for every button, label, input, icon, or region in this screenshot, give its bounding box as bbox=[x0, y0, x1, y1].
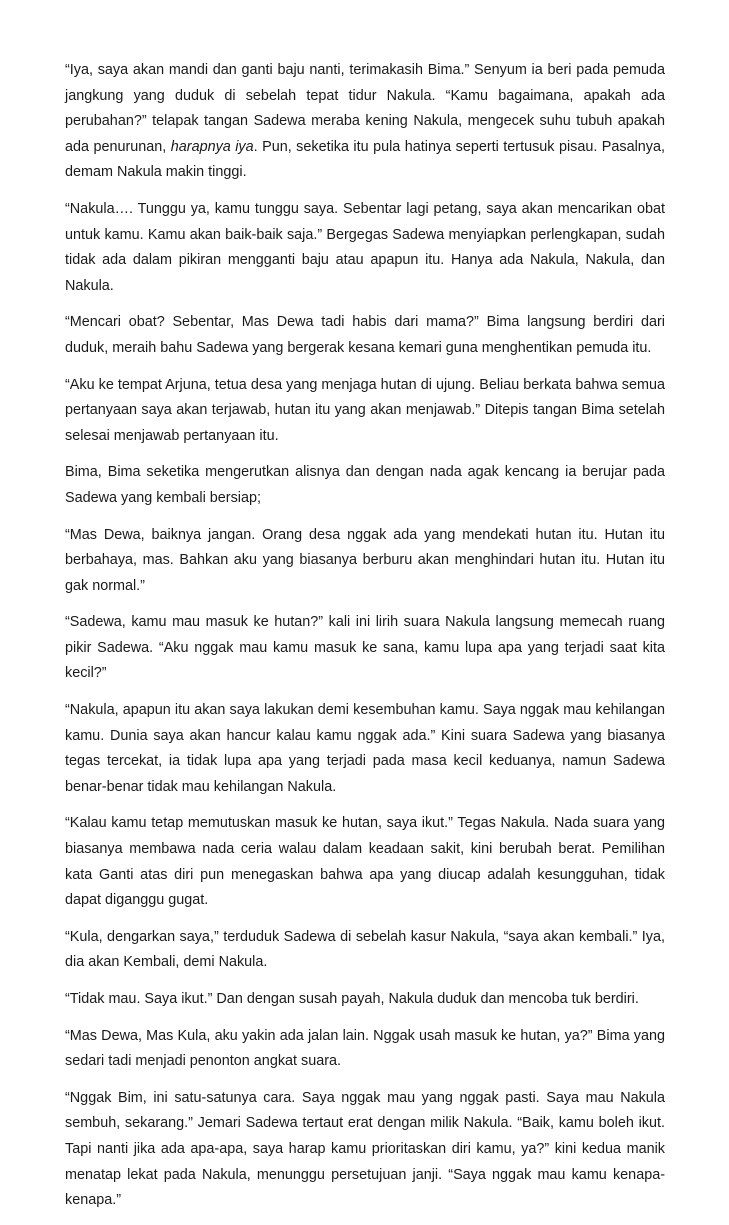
paragraph-8: “Nakula, apapun itu akan saya lakukan demi kesembuhan kamu. Saya nggak mau kehilangan kamu. Dunia saya akan hancur kalau kamu nggak ada.” Kini suara Sadewa yang biasanya tegas tercekat, ia tidak lupa apa yang terjadi pada masa kecil keduanya, namun Sadewa benar-benar tidak mau kehilangan Nakula. bbox=[65, 702, 665, 795]
paragraph-1 bbox=[65, 58, 665, 186]
paragraph-6: “Mas Dewa, baiknya jangan. Orang desa nggak ada yang mendekati hutan itu. Hutan itu berbahaya, mas. Bahkan aku yang biasanya berburu akan menghindari hutan itu. Hutan itu gak normal.” bbox=[65, 526, 665, 594]
paragraph-10: “Kula, dengarkan saya,” terduduk Sadewa di sebelah kasur Nakula, “saya akan kembali.” Iya, dia akan Kembali, demi Nakula. bbox=[65, 928, 665, 971]
paragraph-7: “Sadewa, kamu mau masuk ke hutan?” kali ini lirih suara Nakula langsung memecah ruang pikir Sadewa. “Aku nggak mau kamu masuk ke sana, kamu lupa apa yang terjadi saat kita kecil?” bbox=[65, 614, 665, 682]
paragraph-1-text-end: . Pun, seketika itu pula hatinya seperti tertusuk pisau. Pasalnya, demam Nakula makin tinggi. bbox=[65, 138, 666, 181]
paragraph-1-italic-phrase: harapnya iya bbox=[170, 138, 254, 155]
paragraph-11: “Tidak mau. Saya ikut.” Dan dengan susah payah, Nakula duduk dan mencoba tuk berdiri. bbox=[65, 991, 639, 1007]
paragraph-5: Bima, Bima seketika mengerutkan alisnya dan dengan nada agak kencang ia berujar pada Sadewa yang kembali bersiap; bbox=[65, 464, 665, 506]
paragraph-9: “Kalau kamu tetap memutuskan masuk ke hutan, saya ikut.” Tegas Nakula. Nada suara yang biasanya membawa nada ceria walau dalam keadaan sakit, kini berubah berat. Pemilihan kata Ganti atas diri pun menegaskan bahwa apa yang diucap adalah kesungguhan, tidak dapat diganggu gugat. bbox=[65, 815, 665, 909]
paragraph-1-text-start: “Iya, saya akan mandi dan ganti baju nanti, terimakasih Bima.” Senyum ia beri pada pemuda jangkung yang duduk di sebelah tepat tidur Nakula. “Kamu bagaimana, apakah ada perubahan?” telapak tangan Sadewa meraba kening Nakula, mengecek suhu tubuh apakah ada penurunan, bbox=[65, 62, 665, 155]
paragraph-4: “Aku ke tempat Arjuna, tetua desa yang menjaga hutan di ujung. Beliau berkata bahwa semua pertanyaan saya akan terjawab, hutan itu yang akan menjawab.” Ditepis tangan Bima setelah selesai menjawab pertanyaan itu. bbox=[65, 376, 665, 444]
paragraph-2: “Nakula…. Tunggu ya, kamu tunggu saya. Sebentar lagi petang, saya akan mencarikan obat untuk kamu. Kamu akan baik-baik saja.” Bergegas Sadewa menyiapkan perlengkapan, sudah tidak ada dalam pikiran mengganti baju atau apapun itu. Hanya ada Nakula, Nakula, dan Nakula. bbox=[65, 200, 665, 294]
document-page bbox=[65, 58, 665, 1225]
paragraph-3: “Mencari obat? Sebentar, Mas Dewa tadi habis dari mama?” Bima langsung berdiri dari duduk, meraih bahu Sadewa yang bergerak kesana kemari guna menghentikan pemuda itu. bbox=[65, 314, 665, 356]
paragraph-13: “Nggak Bim, ini satu-satunya cara. Saya nggak mau yang nggak pasti. Saya mau Nakula sembuh, sekarang.” Jemari Sadewa tertaut erat dengan milik Nakula. “Baik, kamu boleh ikut. Tapi nanti jika ada apa-apa, saya harap kamu prioritaskan diri kamu, ya?” kini kedua manik menatap lekat pada Nakula, menunggu persetujuan janji. “Saya nggak mau kamu kenapa-kenapa.” bbox=[65, 1089, 665, 1209]
paragraph-12: “Mas Dewa, Mas Kula, aku yakin ada jalan lain. Nggak usah masuk ke hutan, ya?” Bima yang sedari tadi menjadi penonton angkat suara. bbox=[65, 1027, 665, 1070]
